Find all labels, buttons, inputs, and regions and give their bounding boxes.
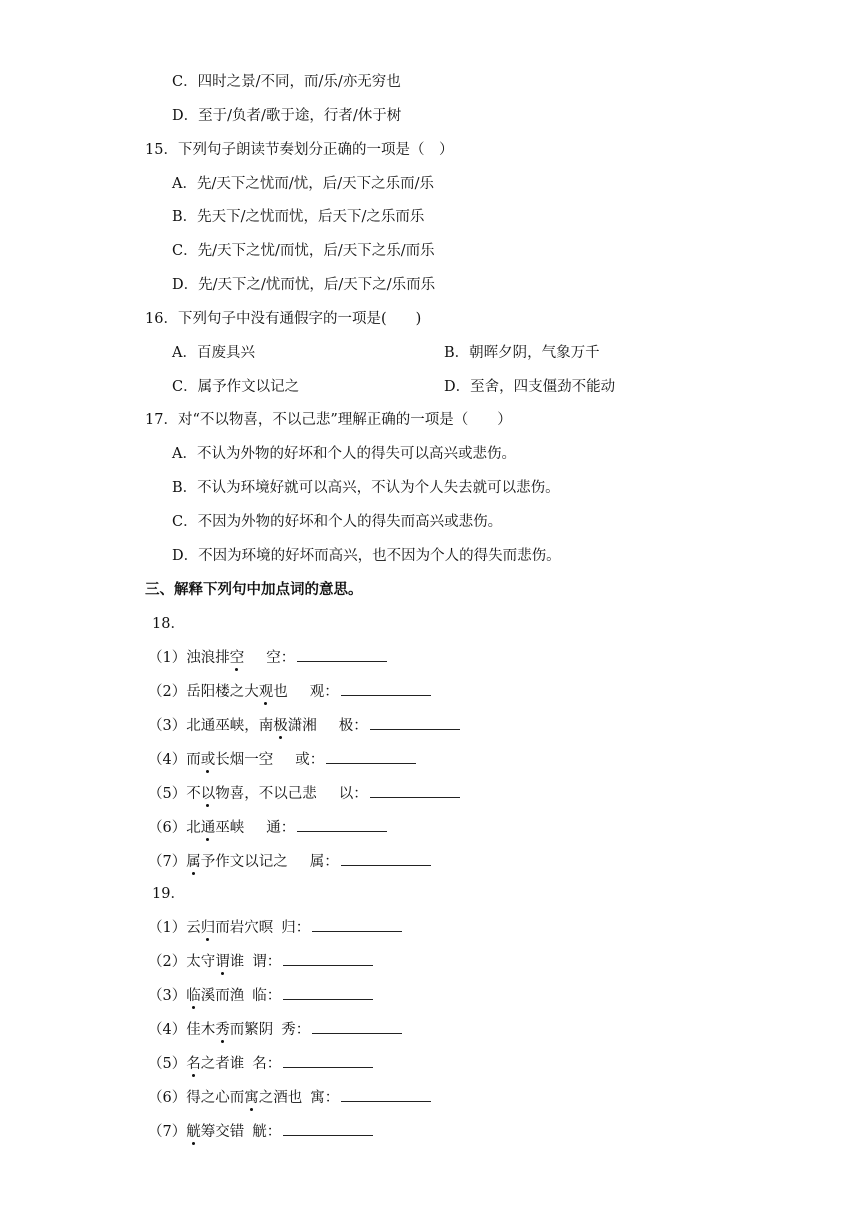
sentence-text: 也 (273, 684, 288, 700)
sentence-text: （7） (148, 854, 187, 870)
q17-option-a: A．不认为外物的好坏和个人的得失可以高兴或悲伤。 (172, 446, 516, 462)
q17-option-b: B．不认为环境好就可以高兴，不认为个人失去就可以悲伤。 (172, 480, 560, 496)
keyword-label: 以： (338, 786, 368, 802)
q14-option-c: C．四时之景/不同，而/乐/亦无穷也 (172, 74, 401, 90)
q18-item-7 (148, 851, 431, 872)
sentence-text: （6）得之心而 (148, 1090, 245, 1106)
dotted-word: 谓 (215, 954, 230, 970)
answer-blank[interactable] (297, 647, 387, 662)
section-3-heading: 三、解释下列句中加点词的意思。 (145, 581, 363, 598)
q16-option-d: D．至舍，四支僵劲不能动 (444, 379, 616, 395)
answer-blank[interactable] (370, 715, 460, 730)
dotted-word: 归 (200, 920, 216, 936)
q15-option-c: C．先/天下之忧/而忧，后/天下之乐/而乐 (172, 243, 435, 259)
sentence-text: （1）云 (148, 920, 201, 936)
sentence-text: （2）太守 (148, 954, 216, 970)
answer-blank[interactable] (341, 681, 431, 696)
sentence-text: （4）佳木 (148, 1022, 216, 1038)
keyword-label: 归： (281, 920, 311, 936)
dotted-word: 寓 (244, 1090, 259, 1106)
keyword-label: 观： (309, 684, 339, 700)
sentence-text: 筹交错 (200, 1124, 245, 1140)
q16-option-b: B．朝晖夕阴，气象万千 (444, 345, 600, 361)
dotted-word: 临 (186, 988, 201, 1004)
answer-blank[interactable] (312, 1019, 402, 1034)
answer-blank[interactable] (341, 1087, 431, 1102)
keyword-label: 谓： (252, 954, 282, 970)
sentence-text: 巫峡 (215, 820, 245, 836)
sentence-text: （3） (148, 988, 187, 1004)
q19-item-4 (148, 1019, 402, 1040)
dotted-word: 观 (258, 684, 274, 700)
dotted-word: 以 (200, 786, 216, 802)
q17-option-c: C．不因为外物的好坏和个人的得失而高兴或悲伤。 (172, 514, 503, 530)
q18-item-6 (148, 817, 387, 838)
q19-item-6 (148, 1087, 431, 1108)
q16-stem: 16．下列句子中没有通假字的一项是( ) (145, 311, 422, 327)
q15-option-b: B．先天下/之忧而忧，后天下/之乐而乐 (172, 209, 425, 225)
sentence-text: （3）北通巫峡，南 (148, 718, 274, 734)
keyword-label: 或： (295, 752, 325, 768)
sentence-text: 潇湘 (287, 718, 317, 734)
keyword-label: 觥： (252, 1124, 282, 1140)
q19-item-5 (148, 1053, 373, 1074)
keyword-label: 寓： (310, 1090, 340, 1106)
sentence-text: 物喜，不以己悲 (215, 786, 317, 802)
sentence-text: （1）浊浪排 (148, 650, 230, 666)
q16-option-c: C．属予作文以记之 (172, 379, 300, 395)
sentence-text: （5） (148, 1056, 187, 1072)
answer-blank[interactable] (283, 951, 373, 966)
q18-item-1 (148, 647, 387, 668)
sentence-text: 而岩穴暝 (215, 920, 274, 936)
q18-item-4 (148, 749, 416, 770)
sentence-text: （4）而 (148, 752, 201, 768)
q19-number: 19． (152, 886, 185, 902)
sentence-text: 予作文以记之 (200, 854, 288, 870)
keyword-label: 极： (338, 718, 368, 734)
q17-option-d: D．不因为环境的好坏而高兴，也不因为个人的得失而悲伤。 (172, 548, 561, 564)
sentence-text: 长烟一空 (215, 752, 274, 768)
answer-blank[interactable] (370, 783, 460, 798)
q14-option-d: D．至于/负者/歌于途，行者/休于树 (172, 108, 402, 124)
q15-stem: 15．下列句子朗读节奏划分正确的一项是（ ） (145, 142, 454, 158)
keyword-label: 通： (266, 820, 296, 836)
answer-blank[interactable] (283, 1053, 373, 1068)
answer-blank[interactable] (283, 1121, 373, 1136)
q17-stem: 17．对“不以物喜，不以己悲”理解正确的一项是（ ） (145, 412, 512, 428)
q18-number: 18． (152, 616, 185, 632)
answer-blank[interactable] (341, 851, 431, 866)
dotted-word: 属 (186, 854, 201, 870)
q19-item-3 (148, 985, 373, 1006)
keyword-label: 秀： (281, 1022, 311, 1038)
q19-item-2 (148, 951, 373, 972)
keyword-label: 临： (252, 988, 282, 1004)
dotted-word: 秀 (215, 1022, 230, 1038)
q18-item-2 (148, 681, 431, 702)
sentence-text: （6）北 (148, 820, 201, 836)
sentence-text: 谁 (229, 954, 245, 970)
sentence-text: 溪而渔 (200, 988, 245, 1004)
dotted-word: 极 (273, 718, 288, 734)
answer-blank[interactable] (312, 917, 402, 932)
dotted-word: 名 (186, 1056, 201, 1072)
q16-option-a: A．百废具兴 (172, 345, 255, 361)
sentence-text: （7） (148, 1124, 187, 1140)
sentence-text: （5）不 (148, 786, 201, 802)
sentence-text: （2）岳阳楼之大 (148, 684, 259, 700)
q18-item-5 (148, 783, 460, 804)
dotted-word: 觥 (186, 1124, 201, 1140)
keyword-label: 空： (266, 650, 296, 666)
keyword-label: 属： (309, 854, 339, 870)
answer-blank[interactable] (297, 817, 387, 832)
dotted-word: 或 (200, 752, 216, 768)
dotted-word: 通 (200, 820, 216, 836)
q18-item-3 (148, 715, 460, 736)
sentence-text: 而繁阴 (229, 1022, 274, 1038)
answer-blank[interactable] (326, 749, 416, 764)
dotted-word: 空 (229, 650, 245, 666)
q19-item-7 (148, 1121, 373, 1142)
keyword-label: 名： (252, 1056, 282, 1072)
answer-blank[interactable] (283, 985, 373, 1000)
q15-option-a: A．先/天下之忧而/忧，后/天下之乐而/乐 (172, 176, 435, 192)
q15-option-d: D．先/天下之/忧而忧，后/天下之/乐而乐 (172, 277, 436, 293)
q19-item-1 (148, 917, 402, 938)
sentence-text: 之者谁 (200, 1056, 245, 1072)
sentence-text: 之酒也 (258, 1090, 303, 1106)
